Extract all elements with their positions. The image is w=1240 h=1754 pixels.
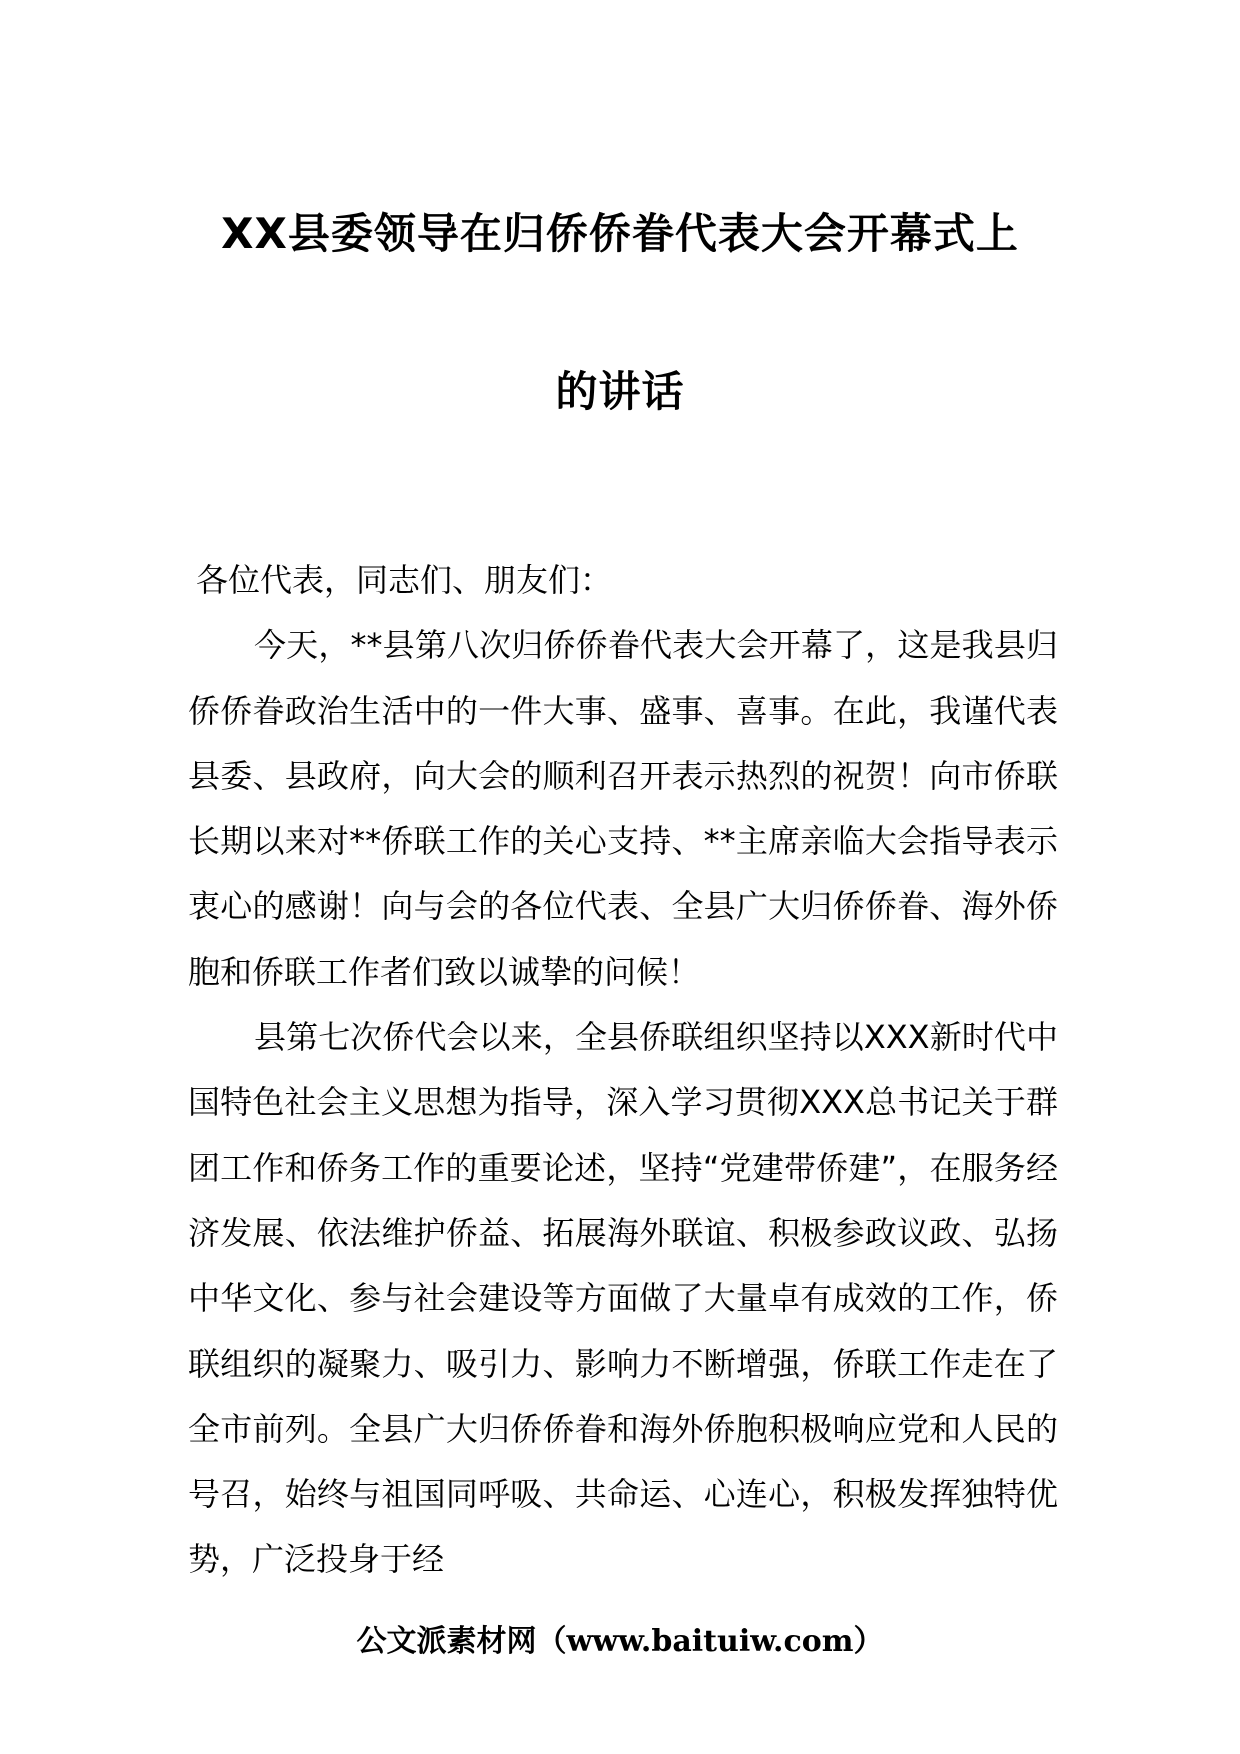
footer-watermark: 公文派素材网（www.baituiw.com） [356, 1624, 884, 1659]
document-body [188, 548, 1058, 1593]
document-title-line-1: XX县委领导在归侨侨眷代表大会开幕式上 [221, 209, 1019, 258]
document-title-line-2: 的讲话 [555, 367, 685, 416]
paragraph-2: 县第七次侨代会以来，全县侨联组织坚持以XXX新时代中国特色社会主义思想为指导，深入学习贯彻XXX总书记关于群团工作和侨务工作的重要论述，坚持“党建带侨建”，在服务经济发展、依法维护侨益、拓展海外联谊、积极参政议政、弘扬中华文化、参与社会建设等方面做了大量卓有成效的工作，侨联组织的凝聚力、吸引力、影响力不断增强，侨联工作走在了全市前列。全县广大归侨侨眷和海外侨胞积极响应党和人民的号召，始终与祖国同呼吸、共命运、心连心，积极发挥独特优势，广泛投身于经 [188, 1018, 1058, 1579]
salutation: 各位代表，同志们、朋友们： [196, 561, 613, 599]
paragraph-1: 今天，**县第八次归侨侨眷代表大会开幕了，这是我县归侨侨眷政治生活中的一件大事、盛事、喜事。在此，我谨代表县委、县政府，向大会的顺利召开表示热烈的祝贺！向市侨联长期以来对**侨联工作的关心支持、**主席亲临大会指导表示衷心的感谢！向与会的各位代表、全县广大归侨侨眷、海外侨胞和侨联工作者们致以诚挚的问候！ [188, 626, 1058, 991]
